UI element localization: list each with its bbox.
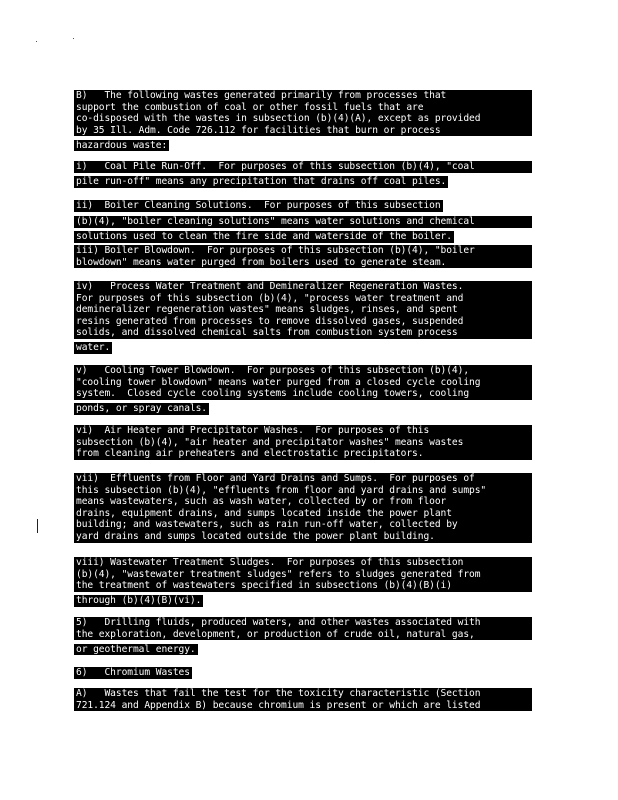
text-line: by 35 Ill. Adm. Code 726.112 for facilities that burn or process (74, 125, 532, 137)
paragraph-effluents (74, 473, 532, 543)
paragraph-sludges (74, 557, 532, 611)
text-line: yard drains and sumps located outside the power plant building. (74, 531, 532, 543)
text-line: this subsection (b)(4), "effluents from floor and yard drains and sumps" (74, 485, 532, 497)
text-line: (b)(4), "boiler cleaning solutions" means water solutions and chemical (74, 216, 532, 228)
margin-mark (37, 519, 38, 533)
scan-speck (73, 38, 74, 39)
paragraph-chromium-heading (74, 664, 532, 683)
text-line: ponds, or spray canals. (76, 403, 208, 415)
scan-speck (36, 41, 37, 42)
text-line: 6) Chromium Wastes (76, 667, 190, 679)
text-line: hazardous waste: (76, 139, 168, 151)
text-line: solutions used to clean the fire side and waterside of the boiler. (76, 231, 452, 242)
text-line: i) Coal Pile Run-Off. For purposes of this subsection (b)(4), "coal (74, 161, 532, 173)
text-line: or geothermal energy. (76, 643, 196, 655)
text-line: co-disposed with the wastes in subsection (b)(4)(A), except as provided (74, 113, 532, 125)
paragraph-coal-pile (74, 161, 532, 192)
text-line: (b)(4), "wastewater treatment sludges" refers to sludges generated from (74, 569, 532, 581)
text-line: viii) Wastewater Treatment Sludges. For purposes of this subsection (74, 557, 532, 569)
text-line: v) Cooling Tower Blowdown. For purposes of this subsection (b)(4), (74, 365, 532, 377)
paragraph-boiler-cleaning (74, 197, 532, 247)
text-line: iv) Process Water Treatment and Demineralizer Regeneration Wastes. (74, 281, 532, 293)
text-line: 5) Drilling fluids, produced waters, and other wastes associated with (74, 617, 532, 629)
text-line: A) Wastes that fail the test for the toxicity characteristic (Section (74, 688, 532, 700)
text-line: drains, equipment drains, and sumps located inside the power plant (74, 508, 532, 520)
text-line: the exploration, development, or production of crude oil, natural gas, (74, 629, 532, 641)
text-line: resins generated from processes to remove dissolved gases, suspended (74, 316, 532, 328)
paragraph-b-intro (74, 90, 532, 155)
text-line: B) The following wastes generated primarily from processes that (74, 90, 532, 102)
text-line: "cooling tower blowdown" means water purged from a closed cycle cooling (74, 377, 532, 389)
text-line: vii) Effluents from Floor and Yard Drains and Sumps. For purposes of (74, 473, 532, 485)
text-line: demineralizer regeneration wastes" means sludges, rinses, and spent (74, 304, 532, 316)
text-line: 721.124 and Appendix B) because chromium is present or which are listed (74, 700, 532, 712)
text-line: means wastewaters, such as wash water, collected by or from floor (74, 496, 532, 508)
text-line: from cleaning air preheaters and electrostatic precipitators. (74, 448, 532, 460)
text-line: water. (76, 342, 111, 354)
text-line: system. Closed cycle cooling systems include cooling towers, cooling (74, 388, 532, 400)
text-line: building; and wastewaters, such as rain run-off water, collected by (74, 519, 532, 531)
paragraph-boiler-blowdown (74, 245, 532, 268)
text-line: pile run-off" means any precipitation that drains off coal piles. (76, 176, 447, 187)
paragraph-cooling-tower (74, 365, 532, 419)
text-line: the treatment of wastewaters specified in subsections (b)(4)(B)(i) (74, 580, 532, 592)
text-line: iii) Boiler Blowdown. For purposes of this subsection (b)(4), "boiler (74, 245, 532, 257)
text-line: vi) Air Heater and Precipitator Washes. For purposes of this (74, 425, 532, 437)
text-line: For purposes of this subsection (b)(4), "process water treatment and (74, 293, 532, 305)
text-line: support the combustion of coal or other fossil fuels that are (74, 102, 532, 114)
text-line: blowdown" means water purged from boilers used to generate steam. (74, 257, 532, 269)
paragraph-a-wastes (74, 688, 532, 711)
text-line: subsection (b)(4), "air heater and precipitator washes" means wastes (74, 437, 532, 449)
text-line: solids, and dissolved chemical salts from combustion system process (74, 327, 532, 339)
text-line: ii) Boiler Cleaning Solutions. For purposes of this subsection (76, 200, 441, 212)
paragraph-process-water (74, 281, 532, 358)
paragraph-drilling (74, 617, 532, 659)
paragraph-air-heater (74, 425, 532, 460)
text-line: through (b)(4)(B)(vi). (76, 595, 202, 607)
